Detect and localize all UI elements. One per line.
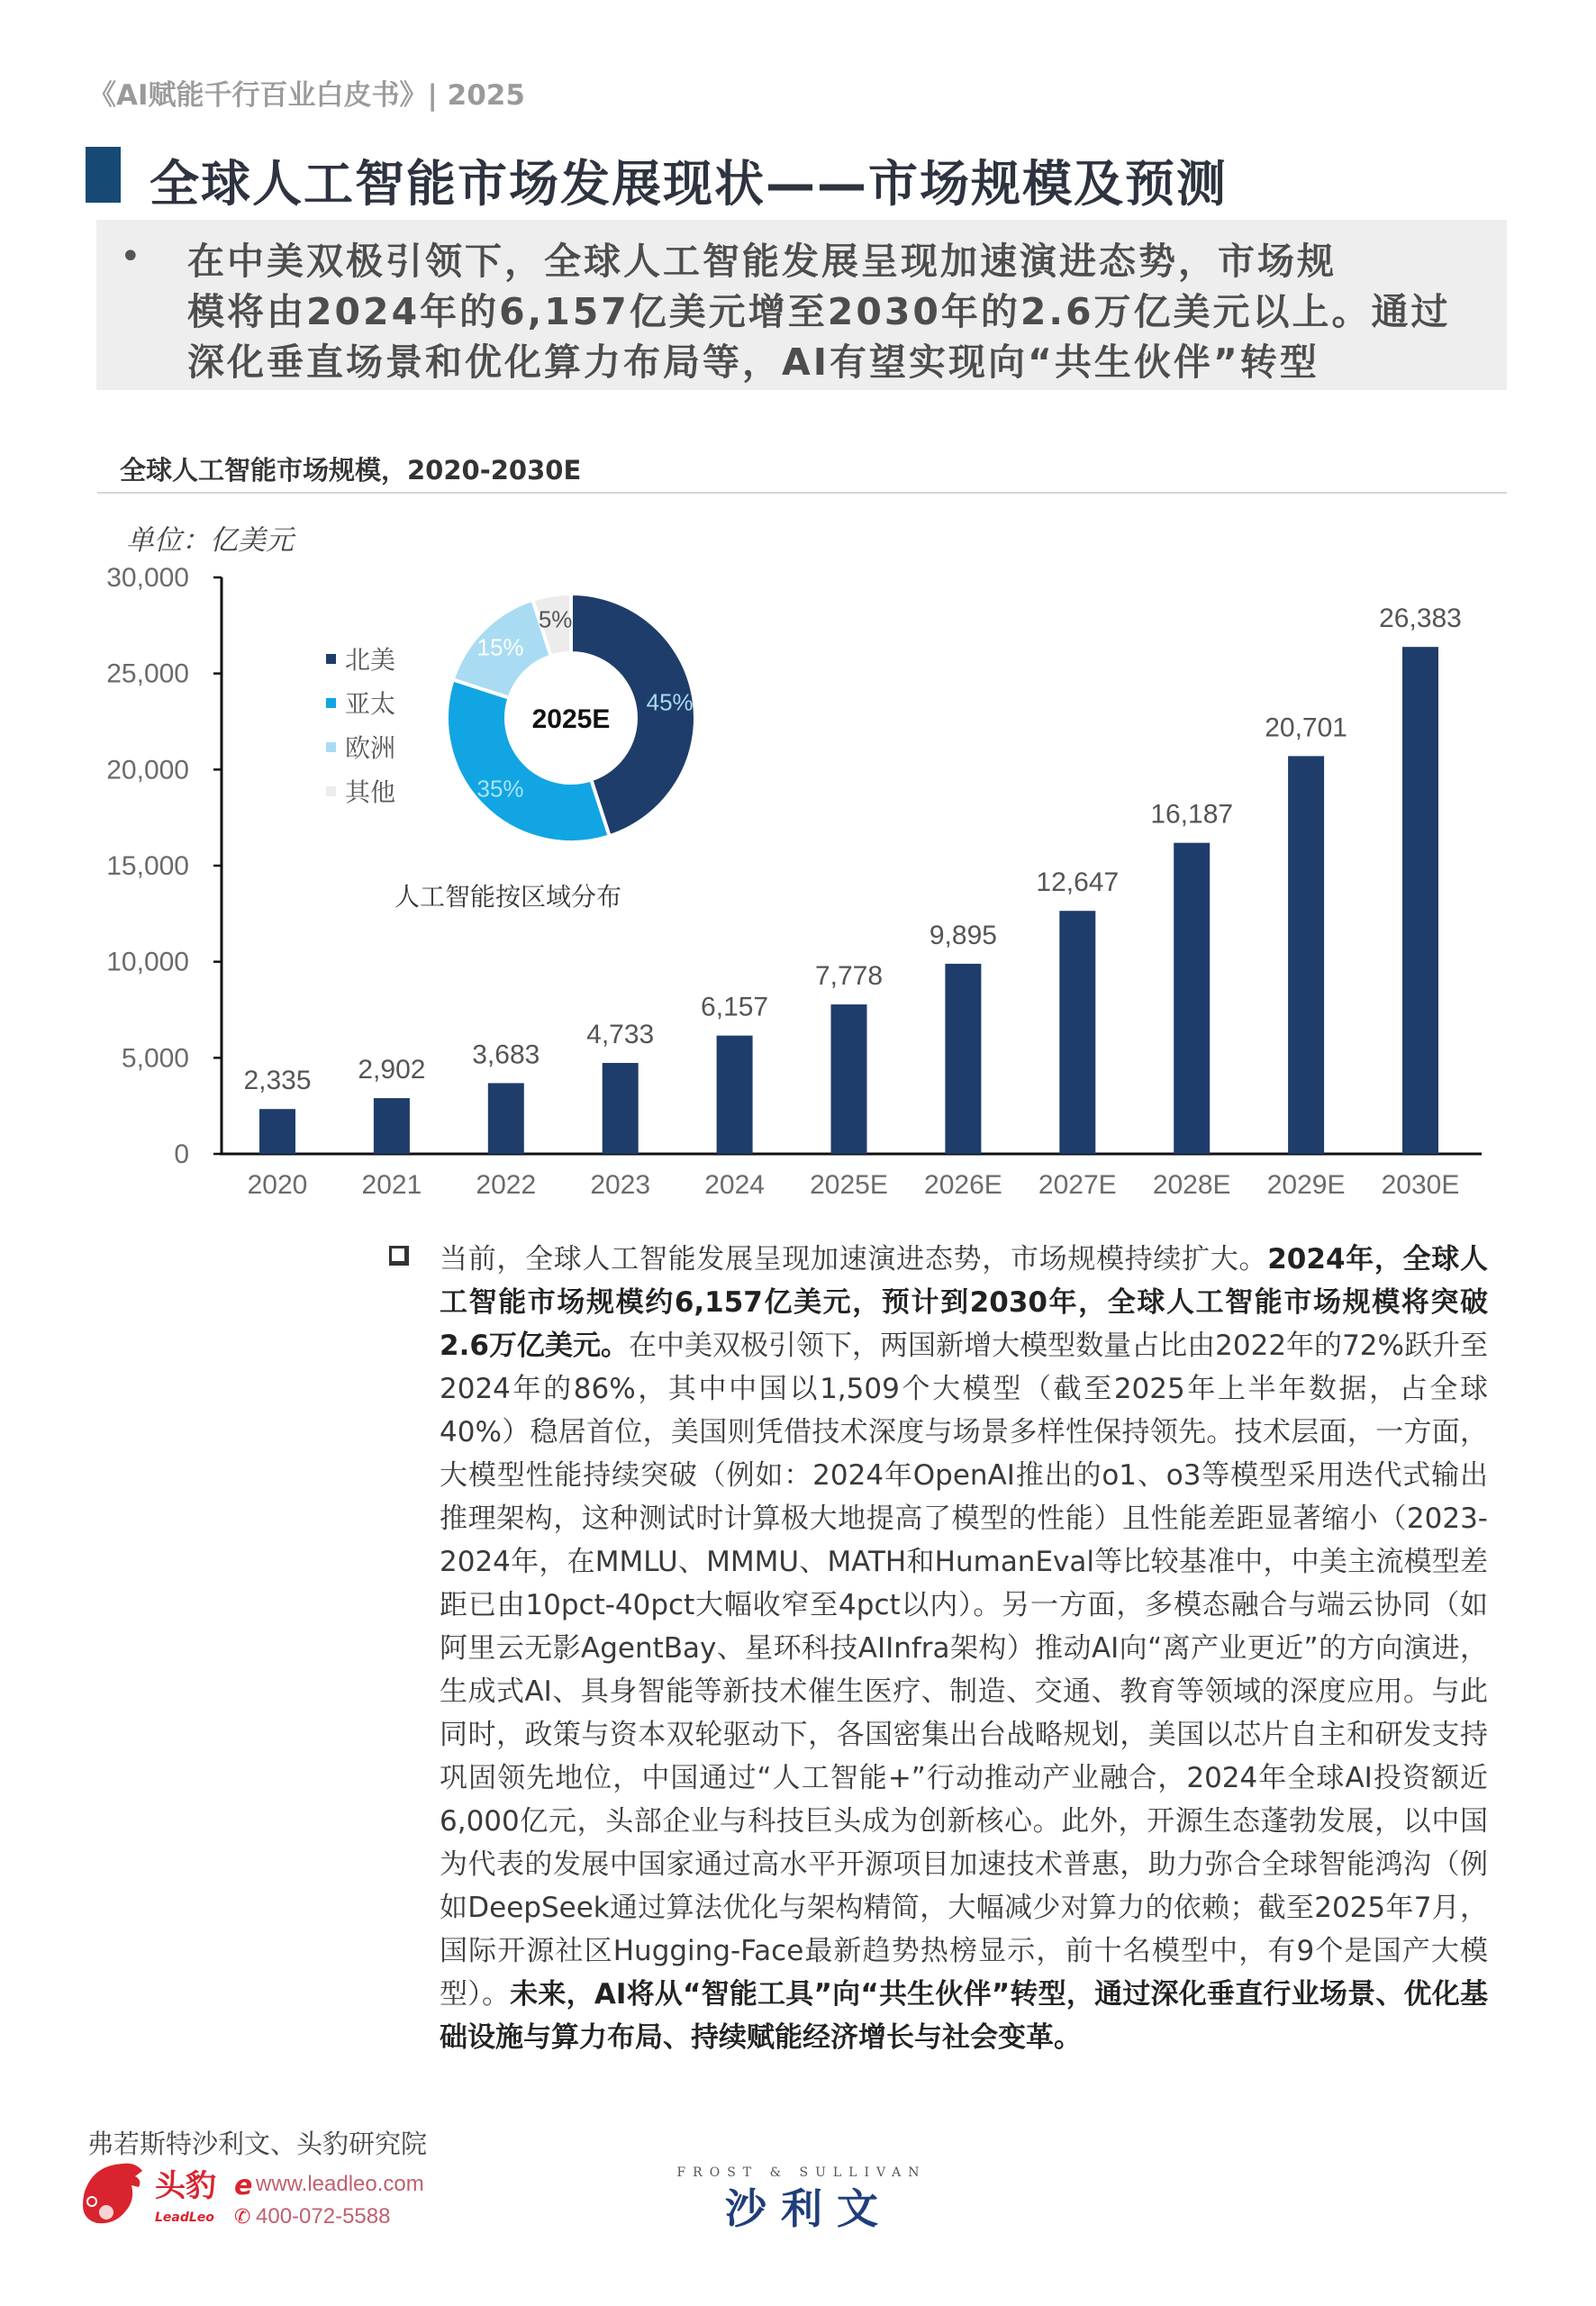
market-size-chart [0, 540, 1596, 1225]
source-note: 弗若斯特沙利文、头豹研究院 [87, 2129, 428, 2159]
bar-value-label: 2,335 [243, 1066, 312, 1096]
leopard-head-icon [83, 2164, 142, 2224]
frost-en-name: FROST & SULLIVAN [676, 2165, 927, 2180]
web-icon: e [234, 2170, 253, 2202]
bar [488, 1083, 524, 1154]
donut-caption: 人工智能按区域分布 [394, 882, 622, 912]
x-tick-label: 2020 [247, 1170, 308, 1200]
bar-value-label: 7,778 [814, 961, 884, 992]
y-tick-label: 5,000 [121, 1043, 189, 1074]
y-tick-label: 25,000 [106, 658, 189, 689]
bar [1288, 756, 1324, 1154]
y-tick-label: 0 [174, 1139, 189, 1169]
body-text-segment: 当前，全球人工智能发展呈现加速演进态势，市场规模持续扩大。 [440, 1243, 1268, 1276]
bar [1402, 647, 1438, 1154]
x-tick-label: 2028E [1152, 1170, 1231, 1200]
y-tick-label: 20,000 [106, 755, 189, 785]
bar [374, 1098, 410, 1154]
x-tick-label: 2022 [476, 1170, 537, 1200]
legend-swatch [326, 742, 336, 752]
summary-line: 深化垂直场景和优化算力布局等，AI有望实现向“共生伙伴”转型 [187, 340, 1319, 384]
phone-icon: ✆ [234, 2206, 251, 2229]
bar [945, 964, 981, 1154]
x-tick-label: 2024 [704, 1170, 765, 1200]
summary-text [187, 236, 1451, 387]
bar-value-label: 12,647 [1036, 867, 1120, 898]
bar-value-label: 4,733 [586, 1020, 655, 1050]
legend-swatch [326, 786, 336, 796]
x-tick-label: 2021 [361, 1170, 422, 1200]
bar-value-label: 3,683 [472, 1040, 540, 1070]
x-tick-label: 2026E [924, 1170, 1002, 1200]
x-tick-label: 2029E [1266, 1170, 1346, 1200]
x-tick-label: 2030E [1381, 1170, 1460, 1200]
bullet-icon: • [120, 236, 141, 277]
bar-value-label: 26,383 [1379, 604, 1462, 634]
donut-center-label: 2025E [531, 704, 611, 734]
legend-label: 欧洲 [345, 733, 396, 763]
leadleo-en-name: LeadLeo [155, 2211, 214, 2225]
chart-unit-label: 单位：亿美元 [126, 524, 294, 557]
x-tick-label: 2027E [1038, 1170, 1117, 1200]
body-paragraph [440, 1238, 1488, 2059]
body-highlight-text: 2024年，全球人工智能市场规模约6,157亿美元，预计到2030年，全球人工智能市场规模将突破2.6万亿美元。 [440, 1243, 1489, 1362]
bar [603, 1063, 639, 1154]
frost-sullivan-logo [667, 2158, 937, 2239]
y-axis [106, 563, 1482, 1169]
summary-line: 在中美双极引领下，全球人工智能发展呈现加速演进态势，市场规 [187, 240, 1337, 283]
frost-cn-name: 沙 利 文 [724, 2184, 879, 2233]
chart-title: 全球人工智能市场规模，2020-2030E [120, 455, 582, 486]
donut-legend [326, 645, 395, 807]
legend-label: 北美 [345, 645, 396, 675]
y-tick-label: 15,000 [106, 851, 189, 881]
donut-percent-label: 5% [538, 605, 573, 633]
legend-swatch [326, 698, 336, 708]
bar [1174, 843, 1210, 1154]
donut-percent-label: 15% [476, 633, 524, 661]
y-tick-label: 30,000 [106, 563, 189, 593]
donut-percent-label: 45% [646, 688, 694, 716]
legend-label: 其他 [345, 777, 396, 807]
leadleo-website: www.leadleo.com [256, 2172, 424, 2196]
bar [1059, 911, 1095, 1154]
body-highlight-text: 未来，AI将从“智能工具”向“共生伙伴”转型，通过深化垂直行业场景、优化基础设施与算力布局、持续赋能经济增长与社会变革。 [440, 1978, 1488, 2054]
document-header: 《AI赋能千行百业白皮书》| 2025 [88, 79, 525, 112]
chart-title-divider [97, 492, 1507, 494]
bar-value-label: 16,187 [1150, 799, 1234, 830]
bar [717, 1036, 753, 1154]
legend-swatch [326, 654, 336, 664]
y-tick-label: 10,000 [106, 947, 189, 977]
body-text-segment: 在中美双极引领下，两国新增大模型数量占比由2022年的72%跃升至2024年的86%，其中中国以1,509个大模型（截至2025年上半年数据，占全球40%）稳居首位，美国则凭借技术深度与场景多样性保持领先。技术层面，一方面，大模型性能持续突破（例如：2024年OpenAI推出的o1、o3等模型采用迭代式输出推理架构，这种测试时计算极大地提高了模型的性能）且性能差距显著缩小（2023-2024年，在MMLU、MMMU、MATH和HumanEval等比较基准中，中美主流模型差距已由10pct-40pct大幅收窄至4pct以内）。另一方面，多模态融合与端云协同（如阿里云无影AgentBay、星环科技AIInfra架构）推动AI向“离产业更近”的方向演进，生成式AI、具身智能等新技术催生医疗、制造、交通、教育等领域的深度应用。与此同时，政策与资本双轮驱动下，各国密集出台战略规划，美国以芯片自主和研发支持巩固领先地位，中国通过“人工智能+”行动推动产业融合，2024年全球AI投资额近6,000亿元，头部企业与科技巨头成为创新核心。此外，开源生态蓬勃发展，以中国为代表的发展中国家通过高水平开源项目加速技术普惠，助力弥合全球智能鸿沟（例如DeepSeek通过算法优化与架构精简，大幅减少对算力的依赖；截至2025年7月，国际开源社区Hugging-Face最新趋势热榜显示，前十名模型中，有9个是国产大模型）。 [440, 1330, 1488, 2011]
bar [831, 1004, 867, 1154]
x-tick-label: 2025E [810, 1170, 888, 1200]
leadleo-phone: 400-072-5588 [256, 2204, 391, 2229]
checkbox-bullet-icon [389, 1246, 409, 1266]
bar-value-label: 9,895 [929, 920, 997, 950]
region-donut-chart [394, 594, 695, 912]
leadleo-logo [79, 2160, 494, 2232]
leadleo-cn-name: 头豹 [155, 2168, 216, 2204]
summary-line: 模将由2024年的6,157亿美元增至2030年的2.6万亿美元以上。通过 [187, 290, 1451, 333]
bar [259, 1109, 295, 1154]
legend-label: 亚太 [345, 689, 396, 719]
bar-value-label: 2,902 [358, 1055, 426, 1085]
x-tick-label: 2023 [590, 1170, 651, 1200]
donut-percent-label: 35% [476, 775, 524, 803]
title-accent-bar [86, 147, 121, 203]
bar-value-label: 20,701 [1265, 713, 1347, 743]
page-title: 全球人工智能市场发展现状——市场规模及预测 [150, 155, 1229, 213]
bar-value-label: 6,157 [701, 992, 769, 1022]
